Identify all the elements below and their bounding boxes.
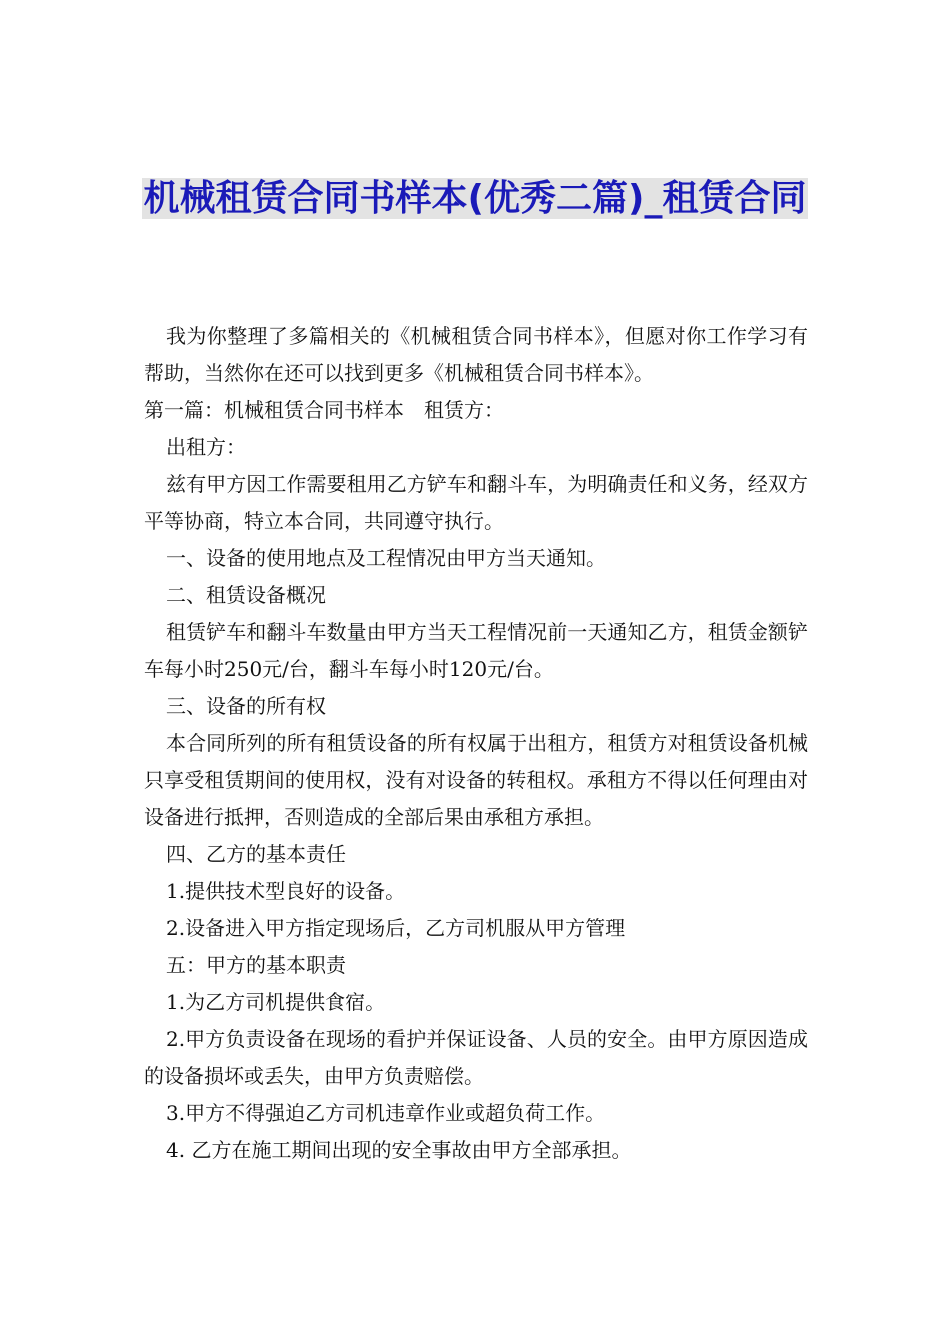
clause-4-item-2: 2.设备进入甲方指定现场后，乙方司机服从甲方管理 [166,916,626,940]
clause-1-heading: 一、设备的使用地点及工程情况由甲方当天通知。 [166,546,606,570]
clause-5-item-3: 3.甲方不得强迫乙方司机违章作业或超负荷工作。 [166,1101,606,1125]
clause-2-heading: 二、租赁设备概况 [166,583,326,607]
clause-4-item-1: 1.提供技术型良好的设备。 [166,879,406,903]
intro-paragraph: 我为你整理了多篇相关的《机械租赁合同书样本》，但愿对你工作学习有帮助，当然你在还可以找到更多《机械租赁合同书样本》。 [144,324,808,385]
clause-5-item-2: 2.甲方负责设备在现场的看护并保证设备、人员的安全。由甲方原因造成的设备损坏或丢失，由甲方负责赔偿。 [144,1027,808,1088]
clause-5-item-1: 1.为乙方司机提供食宿。 [166,990,386,1014]
lessor-line: 出租方： [166,435,246,459]
clause-2-text: 租赁铲车和翻斗车数量由甲方当天工程情况前一天通知乙方，租赁金额铲车每小时250元/台，翻斗车每小时120元/台。 [144,620,808,681]
document-title [140,174,810,224]
clause-3-text: 本合同所列的所有租赁设备的所有权属于出租方，租赁方对租赁设备机械只享受租赁期间的使用权，没有对设备的转租权。承租方不得以任何理由对设备进行抵押，否则造成的全部后果由承租方承担。 [144,731,808,829]
clause-5-item-4: 4. 乙方在施工期间出现的安全事故由甲方全部承担。 [166,1138,632,1162]
document-title-text: 机械租赁合同书样本(优秀二篇)_租赁合同 [143,178,807,219]
clause-5-heading: 五：甲方的基本职责 [166,953,346,977]
preamble-paragraph: 兹有甲方因工作需要租用乙方铲车和翻斗车，为明确责任和义务，经双方平等协商，特立本合同，共同遵守执行。 [144,472,808,533]
part-one-heading: 第一篇：机械租赁合同书样本 租赁方： [144,398,504,422]
document-body [144,318,808,1169]
clause-4-heading: 四、乙方的基本责任 [166,842,346,866]
clause-3-heading: 三、设备的所有权 [166,694,326,718]
